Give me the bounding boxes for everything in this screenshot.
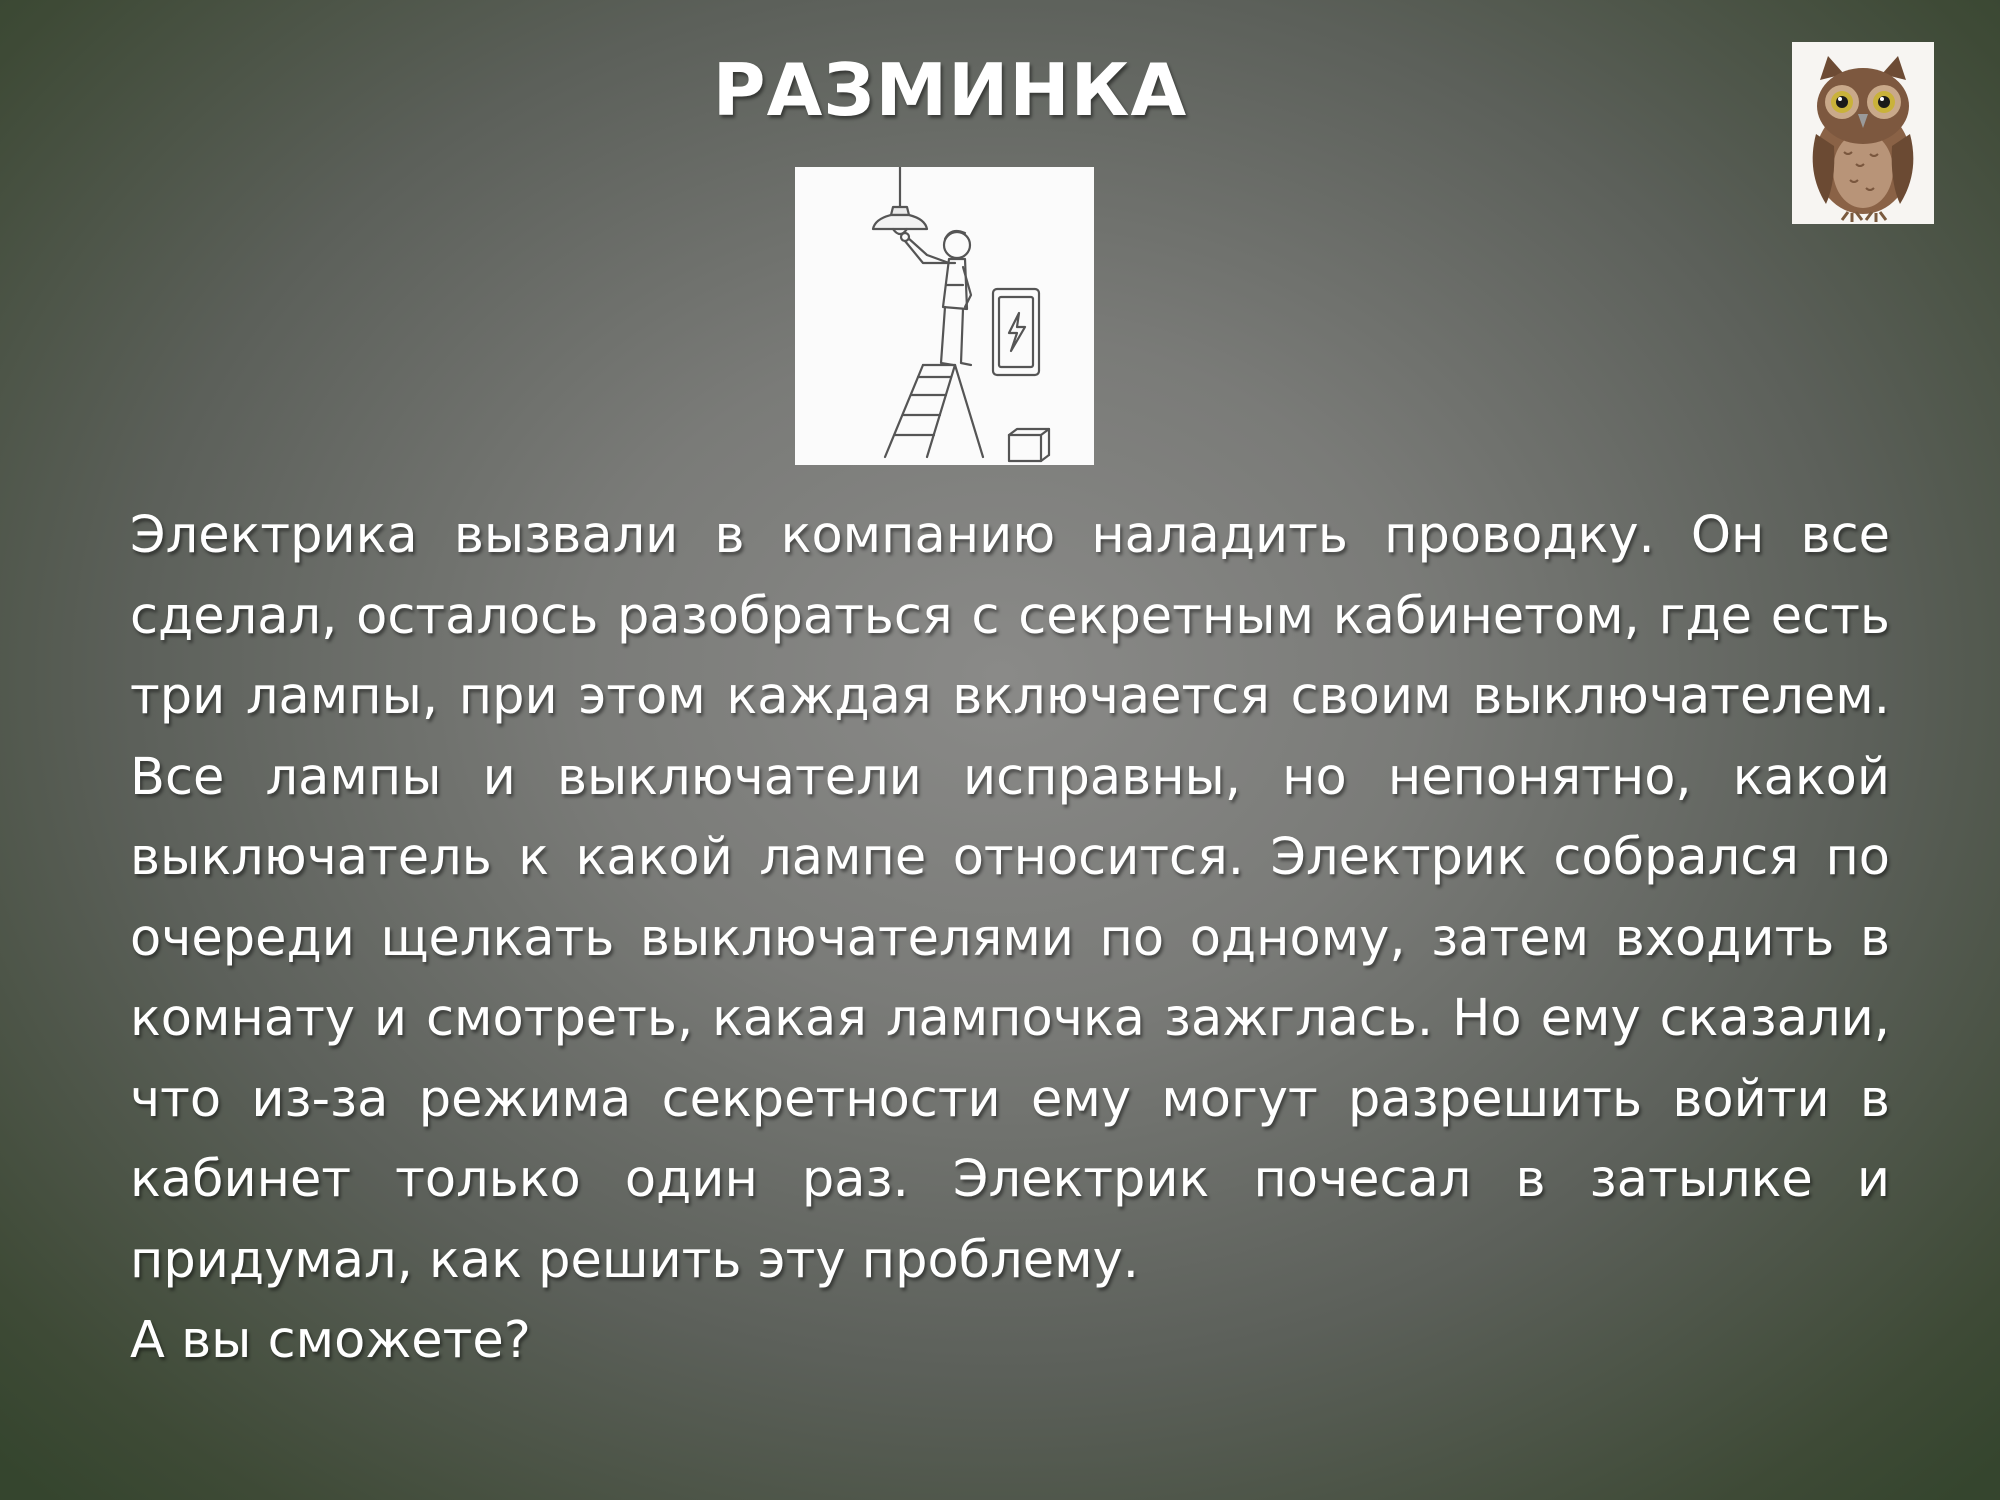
- slide-title: РАЗМИНКА: [712, 48, 1188, 132]
- riddle-text: [130, 496, 1890, 1382]
- owl-icon: [1792, 42, 1934, 224]
- riddle-paragraph: Электрика вызвали в компанию наладить проводку. Он все сделал, осталось разобраться с секретным кабинетом, где есть три лампы, при этом каждая включается своим выключателем. Все лампы и выключатели исправны, но непонятно, какой выключатель к какой лампе относится. Электрик собрался по очереди щелкать выключателями по одному, затем входить в комнату и смотреть, какая лампочка зажглась. Но ему сказали, что из-за режима секретности ему могут разрешить войти в кабинет только один раз. Электрик почесал в затылке и придумал, как решить эту проблему.: [130, 506, 1890, 1290]
- riddle-question: А вы сможете?: [130, 1311, 531, 1370]
- electrician-on-ladder-icon: [795, 167, 1094, 465]
